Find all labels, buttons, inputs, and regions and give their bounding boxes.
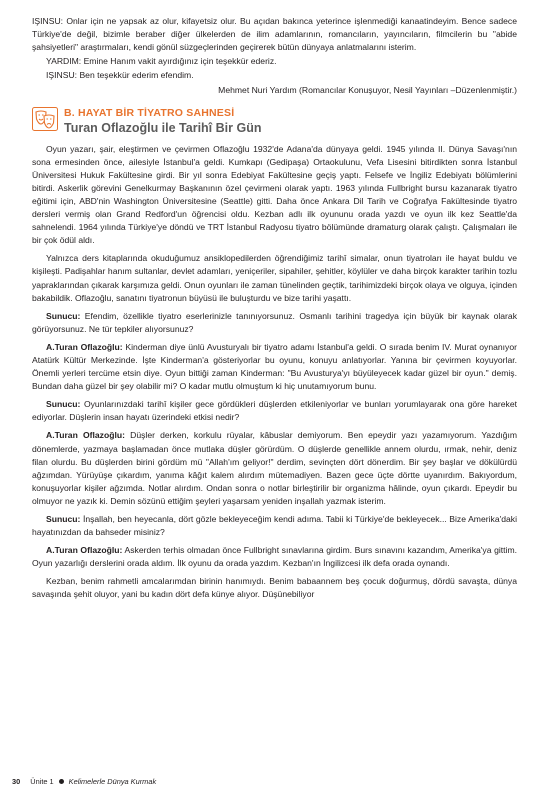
dialog-text: Ben teşekkür ederim efendim. xyxy=(79,70,194,81)
speaker-name: A.Turan Oflazoğlu: xyxy=(46,545,123,556)
section-header xyxy=(32,107,517,136)
dialog-entry xyxy=(32,544,517,570)
dialog-text: Oyunlarınızdaki tarihî kişiler gece gördükleri düşlerden etkileniyorlar ve bunları yorumlayarak ona göre hareket ediyorlar. Düşlerin insan hayatı üzerindeki etkisi nedir? xyxy=(32,399,518,423)
speaker-name: Sunucu: xyxy=(46,310,81,321)
section-subtitle: Turan Oflazoğlu ile Tarihî Bir Gün xyxy=(64,120,262,135)
speaker-name: IŞINSU: xyxy=(46,70,78,81)
dialog-line xyxy=(32,15,517,54)
bio-paragraph: Oyun yazarı, şair, eleştirmen ve çevirmen Oflazoğlu 1932'de Adana'da dünyaya geldi. 1945 yılında II. Dünya Savaşı'nın sona ermesinden önce, ailesiyle İstanbul'a geldi. Kumkapı (Gedipaşa) Ortaokulunu, Vefa Lisesini bitirdikten sonra İstanbul Üniversitesi Hukuk Fakültesine girdi. Bir yıl sonra Edebiyat Fakültesine geçiş yaptı. Felsefe ve İngiliz Edebiyatı bölümlerini bitirdi. Askerlik görevini Genelkurmay Başkanının özel çevirmeni olarak yaptı. 1963 yılında Fullbright bursu kazanarak tiyatro eğitimi için, ABD'nin Washington Üniversitesine (Seattle) gitti. Daha önce Ankara Dil Tarih ve Coğrafya Fakültesinde tiyatro dersleri vermiş olan Grand Redford'un öğrencisi oldu. Kezban adlı ilk oyununu orada yazdı ve oyun ilk kez Seattle'da sahnelendi. 1964 yılında Türkiye'ye döndü ve TRT İstanbul Radyosu tiyatro bölümünde dramaturg olarak çalıştı. Çalışmaları ile bir çok ödül aldı. xyxy=(32,143,517,246)
speaker-name: IŞINSU: xyxy=(32,16,64,26)
source-citation: Mehmet Nuri Yardım (Romancılar Konuşuyor, Nesil Yayınları –Düzenlenmiştir.) xyxy=(218,85,517,96)
dialog-entry xyxy=(32,398,517,424)
dialog-entry xyxy=(32,341,517,393)
dialog-text: Kinderman diye ünlü Avusturyalı bir tiyatro adamı İstanbul'a geldi. O sırada benim IV. Murat oynanıyor Atatürk Kültür Merkezinde. İşte Kinderman'a gösteriyorlar bu oyunu, konuyu anlatıyorlar. Yanına bir çevirmen koyuyorlar. Önemli yerleri tercüme etsin diye. Oyun bittiği zaman Kinderman: "Bu Avusturya'yı büyüleyecek kadar güzel bir oyun." demiş. Bundan daha güzel bir şey olabilir mi? O kadar mutlu olmuştum ki hiç unutamıyorum bunu. xyxy=(32,341,517,392)
speaker-name: Sunucu: xyxy=(46,399,81,410)
bullet-icon xyxy=(59,779,64,784)
dialog-text: İnşallah, ben heyecanla, dört gözle bekleyeceğim kendi adıma. Tabii ki Türkiye'de bekleyecek... Bize Amerika'daki hayatınızdan da bahseder misiniz? xyxy=(32,514,518,538)
theater-masks-icon xyxy=(32,107,58,131)
dialog-text: Askerden terhis olmadan önce Fullbright sınavlarına girdim. Burs sınavını kazandım, Amerika'ya gittim. Oyun yazarlığı derslerini orada aldım. İlk oyunu da orada yazdım. Kezban'ın İngilizcesi ilk defa orada oynandı. xyxy=(32,545,517,569)
page-footer xyxy=(12,777,156,786)
speaker-name: YARDIM: xyxy=(46,56,82,67)
section-label: B. HAYAT BİR TİYATRO SAHNESİ xyxy=(64,106,235,119)
page-number: 30 xyxy=(12,777,21,786)
page-content xyxy=(32,14,517,602)
closing-paragraph: Kezban, benim rahmetli amcalarımdan birinin hanımıydı. Benim babaannem beş çocuk doğurmuş, dördü savaşta, dünya savaşında şehit oluyor, yani bu kadın dört defa künye alıyor. Düşünebiliyor xyxy=(32,576,517,600)
intro-paragraph: Yalnızca ders kitaplarında okuduğumuz ansiklopedilerden öğrendiğimiz tarihî simalar, onun tiyatroları ile hayat buldu ve kişileşti. Padişahlar hanım sultanlar, devlet adamları, yeniçeriler, sipahiler, şehitler, köylüler ve daha birçok karakter tarihin tozlu yapraklarından çıkarak karşımıza geldi. Onun oyunları ile zaman tünelinden geçtik, tarihimizdeki birçok olaya ve olguya, içinden bakabildik. Oflazoğlu, sanatını tiyatronun büyüsü ile buluşturdu ve bize tarihi yaşattı. xyxy=(32,253,517,303)
dialog-line xyxy=(32,69,517,82)
dialog-text: Emine Hanım vakit ayırdığınız için teşekkür ederiz. xyxy=(83,56,277,67)
dialog-entry xyxy=(32,310,517,336)
interview-dialog xyxy=(32,310,517,571)
dialog-text: Düşler derken, korkulu rüyalar, kâbuslar demiyorum. Ben epeydir yazı yazamıyorum. Yazdığım dönemlerde, yazmaya başlamadan önce mutlaka düşler görürdüm. O düşlerde genellikle annem olurdu, ırmak, nehir, deniz filan olurdu. Bu düşlerden birini gördüm mü "Allah'ım geliyor!" derdim, sevinçten dört dönerdim. Bir şey başlar ve dökülürdü ağzımdan. Yürüyüşe çıkardım, yanıma kâğıt kalem alırdım mütemadiyen. Bazen gece üçte dörtte uyanırdım. Bakıyordum, konuşuyorlar kişiler ağzımda. Notlar alırdım. Ondan sonra o notlar birleştirilir bir organizma hâlinde, oyun çıkardı. Epeydir bu olmuyor ne yazık ki. Demin sözünü ettiğim şeyleri yaşarsam yeniden inşallah yazmak isterim. xyxy=(32,430,517,506)
speaker-name: Sunucu: xyxy=(46,514,81,524)
dialog-text: Efendim, özellikle tiyatro eserlerinizle tanınıyorsunuz. Osmanlı tarihini tragedya için büyük bir kaynak olarak görüyorsunuz. Ne tür tepkiler alıyorsunuz? xyxy=(32,310,517,334)
speaker-name: A.Turan Oflazoğlu: xyxy=(46,341,123,352)
dialog-entry xyxy=(32,429,517,508)
dialog-text: Onlar için ne yapsak az olur, kifayetsiz olur. Bu açıdan bakınca yeterince işlenmediği kanaatindeyim. Bence sadece Türkiye'de değil, bizimle beraber diğer ülkelerden de ilim adamlarının, romancıların, yayıncıların, filmcilerin bu "abide şahsiyetleri" araştırmaları, kendi gönül süzgeçlerinden geçirerek bütün dünyaya anlatmalarını isterim. xyxy=(32,16,517,53)
speaker-name: A.Turan Oflazoğlu: xyxy=(46,430,125,441)
unit-label: Ünite 1 xyxy=(30,777,54,786)
dialog-line xyxy=(32,55,517,68)
dialog-entry xyxy=(32,513,517,539)
unit-title: Kelimelerle Dünya Kurmak xyxy=(68,777,157,786)
